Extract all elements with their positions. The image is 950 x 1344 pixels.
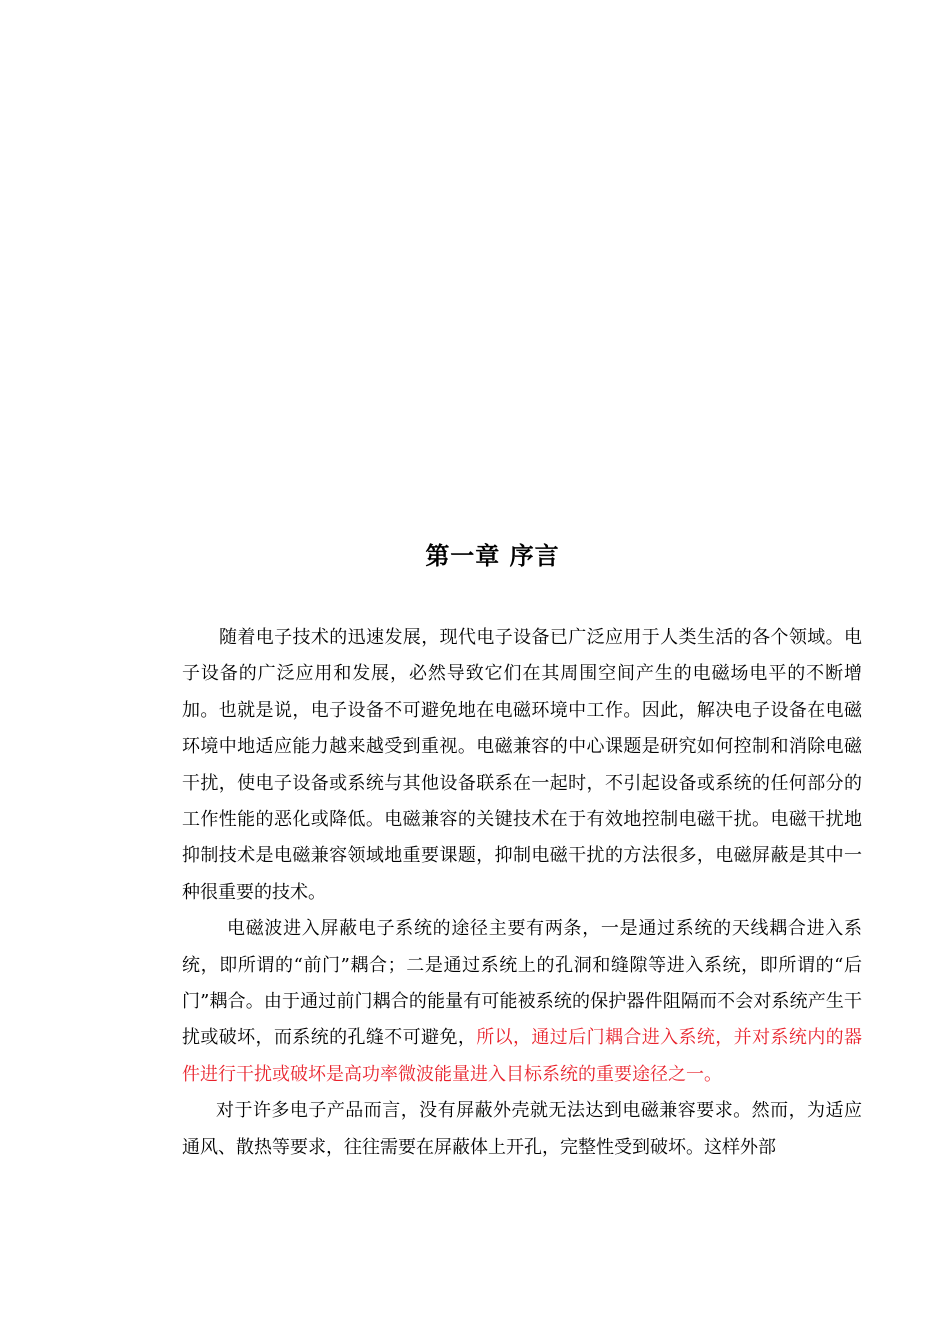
body-text (182, 620, 862, 1166)
paragraph-2-text: 电磁波进入屏蔽电子系统的途径主要有两条，一是通过系统的天线耦合进入系统，即所谓的“前门”耦合；二是通过系统上的孔洞和缝隙等进入系统，即所谓的“后门”耦合。由于通过前门耦合的能量有可能被系统的保护器件阻隔而不会对系统产生干扰或破坏，而系统的孔缝不可避免， (182, 918, 862, 1049)
paragraph-1-text: 随着电子技术的迅速发展，现代电子设备已广泛应用于人类生活的各个领域。电子设备的广泛应用和发展，必然导致它们在其周围空间产生的电磁场电平的不断增加。也就是说，电子设备不可避免地在电磁环境中工作。因此，解决电子设备在电磁环境中地适应能力越来越受到重视。电磁兼容的中心课题是研究如何控制和消除电磁干扰，使电子设备或系统与其他设备联系在一起时，不引起设备或系统的任何部分的工作性能的恶化或降低。电磁兼容的关键技术在于有效地控制电磁干扰。电磁干扰地抑制技术是电磁兼容领域地重要课题，抑制电磁干扰的方法很多，电磁屏蔽是其中一种很重要的技术。 (182, 627, 862, 903)
chapter-title: 第一章 序言 (425, 541, 560, 570)
paragraph-2 (182, 911, 862, 1093)
paragraph-3-text: 对于许多电子产品而言，没有屏蔽外壳就无法达到电磁兼容要求。然而，为适应通风、散热等要求，往往需要在屏蔽体上开孔，完整性受到破坏。这样外部 (182, 1100, 862, 1158)
paragraph-2-highlight: 所以，通过后门耦合进入系统，并对系统内的器件进行干扰或破坏是高功率微波能量进入目标系统的重要途径之一。 (182, 1027, 863, 1085)
paragraph-1 (182, 620, 862, 911)
paragraph-3 (182, 1093, 862, 1166)
